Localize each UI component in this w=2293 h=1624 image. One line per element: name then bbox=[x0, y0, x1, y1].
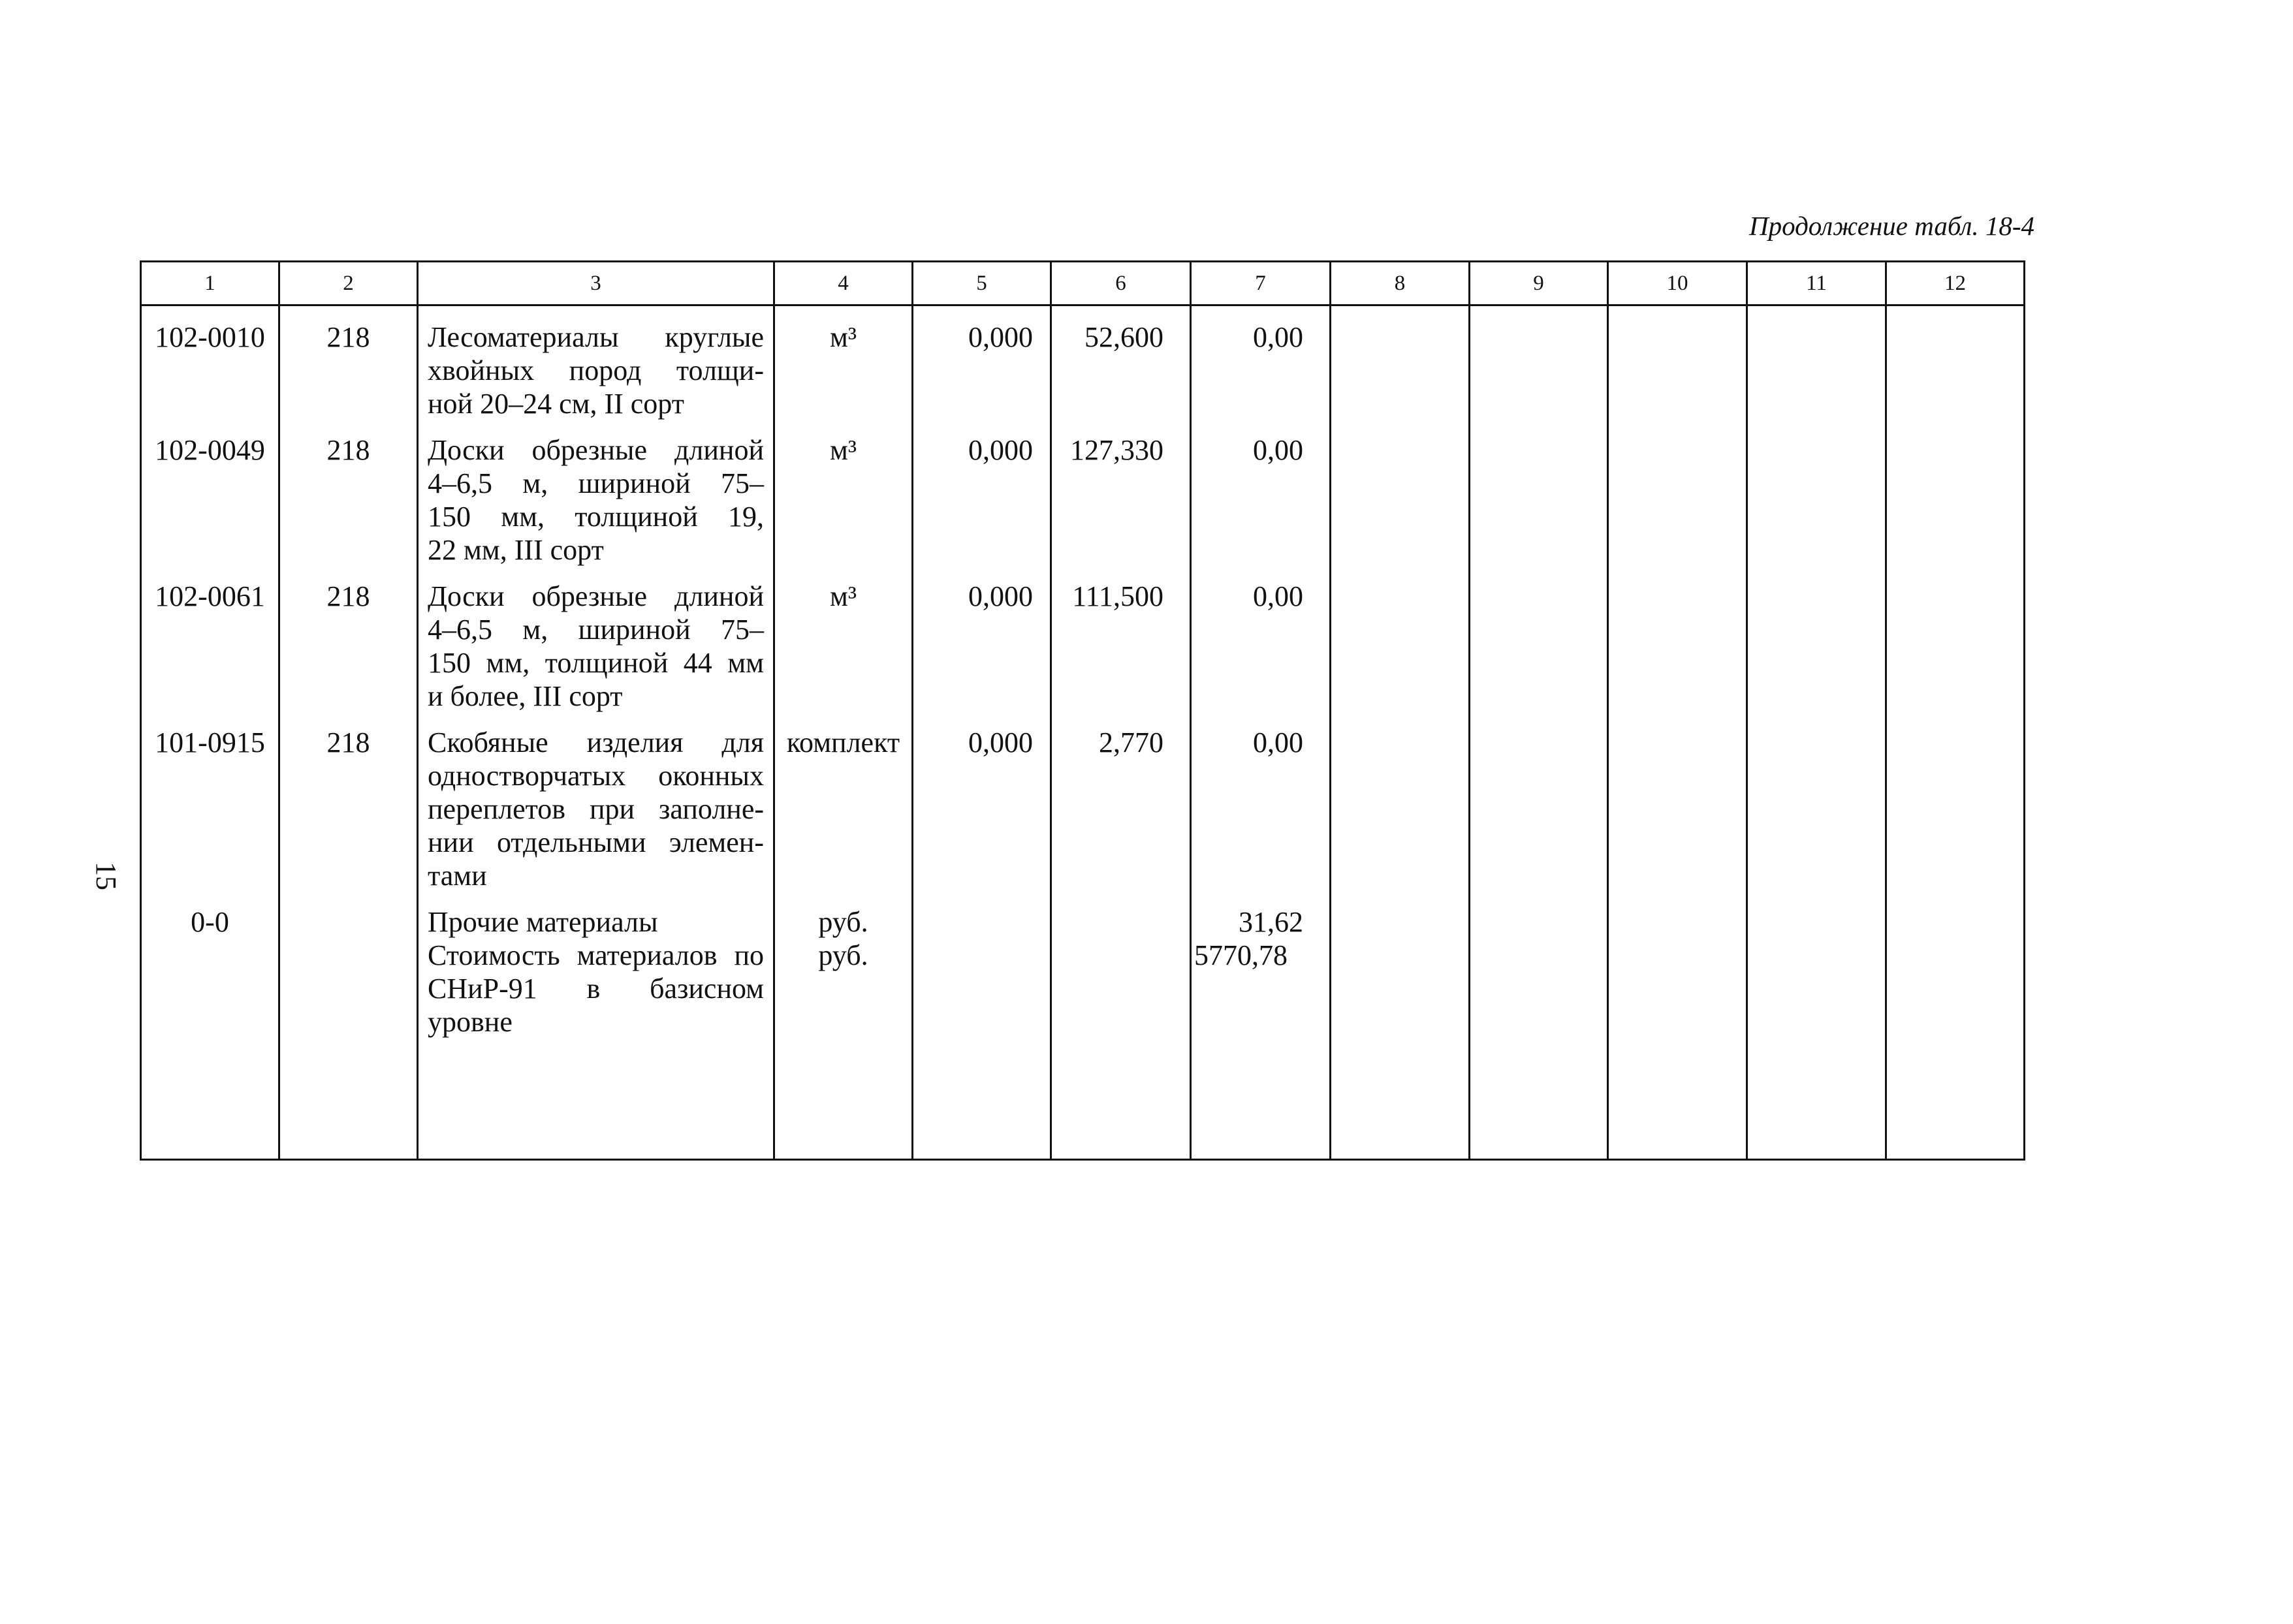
empty-cell bbox=[1470, 726, 1608, 905]
empty-cell bbox=[1608, 905, 1747, 1160]
column-number: 4 bbox=[774, 262, 913, 305]
resource-group: 218 bbox=[279, 433, 418, 580]
value-col6: 111,500 bbox=[1051, 580, 1191, 726]
materials-table bbox=[140, 260, 2025, 1161]
table-row bbox=[141, 433, 2025, 580]
resource-group: 218 bbox=[279, 305, 418, 434]
unit-of-measure: комплект bbox=[774, 726, 913, 905]
value-col6 bbox=[1051, 905, 1191, 1160]
resource-code: 0-0 bbox=[141, 905, 279, 1160]
column-number-row bbox=[141, 262, 2025, 305]
empty-cell bbox=[1747, 580, 1886, 726]
empty-cell bbox=[1886, 305, 2025, 434]
empty-cell bbox=[1608, 305, 1747, 434]
empty-cell bbox=[1470, 433, 1608, 580]
empty-cell bbox=[1886, 433, 2025, 580]
resource-name: Прочие материалы Стоимость материалов по СНиР-91 в базисном уровне bbox=[418, 905, 774, 1160]
empty-cell bbox=[1608, 726, 1747, 905]
table-row bbox=[141, 905, 2025, 1160]
empty-cell bbox=[1470, 580, 1608, 726]
value-col7: 31,62 5770,78 bbox=[1191, 905, 1331, 1160]
table-row bbox=[141, 305, 2025, 434]
resource-group bbox=[279, 905, 418, 1160]
unit-of-measure: м³ bbox=[774, 580, 913, 726]
value-col5: 0,000 bbox=[913, 433, 1051, 580]
empty-cell bbox=[1331, 580, 1470, 726]
value-col5 bbox=[913, 905, 1051, 1160]
empty-cell bbox=[1331, 726, 1470, 905]
resource-code: 102-0061 bbox=[141, 580, 279, 726]
resource-name: Доски обрезные длиной 4–6,5 м, шириной 75– 150 мм, толщиной 44 мм и более, III сорт bbox=[418, 580, 774, 726]
column-number: 8 bbox=[1331, 262, 1470, 305]
column-number: 10 bbox=[1608, 262, 1747, 305]
value-col7: 0,00 bbox=[1191, 433, 1331, 580]
unit-of-measure: руб. руб. bbox=[774, 905, 913, 1160]
value-col6: 127,330 bbox=[1051, 433, 1191, 580]
column-number: 7 bbox=[1191, 262, 1331, 305]
value-col6: 52,600 bbox=[1051, 305, 1191, 434]
column-number: 3 bbox=[418, 262, 774, 305]
unit-of-measure: м³ bbox=[774, 305, 913, 434]
empty-cell bbox=[1470, 305, 1608, 434]
resource-code: 102-0049 bbox=[141, 433, 279, 580]
resource-code: 101-0915 bbox=[141, 726, 279, 905]
value-col5: 0,000 bbox=[913, 305, 1051, 434]
unit-of-measure: м³ bbox=[774, 433, 913, 580]
value-col6: 2,770 bbox=[1051, 726, 1191, 905]
empty-cell bbox=[1608, 433, 1747, 580]
table-row bbox=[141, 580, 2025, 726]
empty-cell bbox=[1886, 580, 2025, 726]
table-continuation-caption: Продолжение табл. 18-4 bbox=[1749, 211, 2034, 241]
value-col5: 0,000 bbox=[913, 726, 1051, 905]
resource-code: 102-0010 bbox=[141, 305, 279, 434]
empty-cell bbox=[1747, 726, 1886, 905]
value-col7: 0,00 bbox=[1191, 726, 1331, 905]
resource-name: Лесоматериалы круглые хвойных пород толщи- ной 20–24 см, II сорт bbox=[418, 305, 774, 434]
column-number: 2 bbox=[279, 262, 418, 305]
column-number: 12 bbox=[1886, 262, 2025, 305]
empty-cell bbox=[1331, 433, 1470, 580]
empty-cell bbox=[1747, 433, 1886, 580]
resource-group: 218 bbox=[279, 726, 418, 905]
resource-name: Доски обрезные длиной 4–6,5 м, шириной 75– 150 мм, толщиной 19, 22 мм, III сорт bbox=[418, 433, 774, 580]
empty-cell bbox=[1331, 905, 1470, 1160]
column-number: 6 bbox=[1051, 262, 1191, 305]
empty-cell bbox=[1608, 580, 1747, 726]
empty-cell bbox=[1747, 305, 1886, 434]
column-number: 11 bbox=[1747, 262, 1886, 305]
table-row bbox=[141, 726, 2025, 905]
page-number: 15 bbox=[90, 862, 122, 890]
resource-group: 218 bbox=[279, 580, 418, 726]
value-col7: 0,00 bbox=[1191, 305, 1331, 434]
empty-cell bbox=[1470, 905, 1608, 1160]
column-number: 5 bbox=[913, 262, 1051, 305]
empty-cell bbox=[1886, 905, 2025, 1160]
empty-cell bbox=[1886, 726, 2025, 905]
empty-cell bbox=[1747, 905, 1886, 1160]
value-col5: 0,000 bbox=[913, 580, 1051, 726]
resource-name: Скобяные изделия для одностворчатых оконных переплетов при заполне- нии отдельными элемен- тами bbox=[418, 726, 774, 905]
column-number: 9 bbox=[1470, 262, 1608, 305]
value-col7: 0,00 bbox=[1191, 580, 1331, 726]
empty-cell bbox=[1331, 305, 1470, 434]
column-number: 1 bbox=[141, 262, 279, 305]
